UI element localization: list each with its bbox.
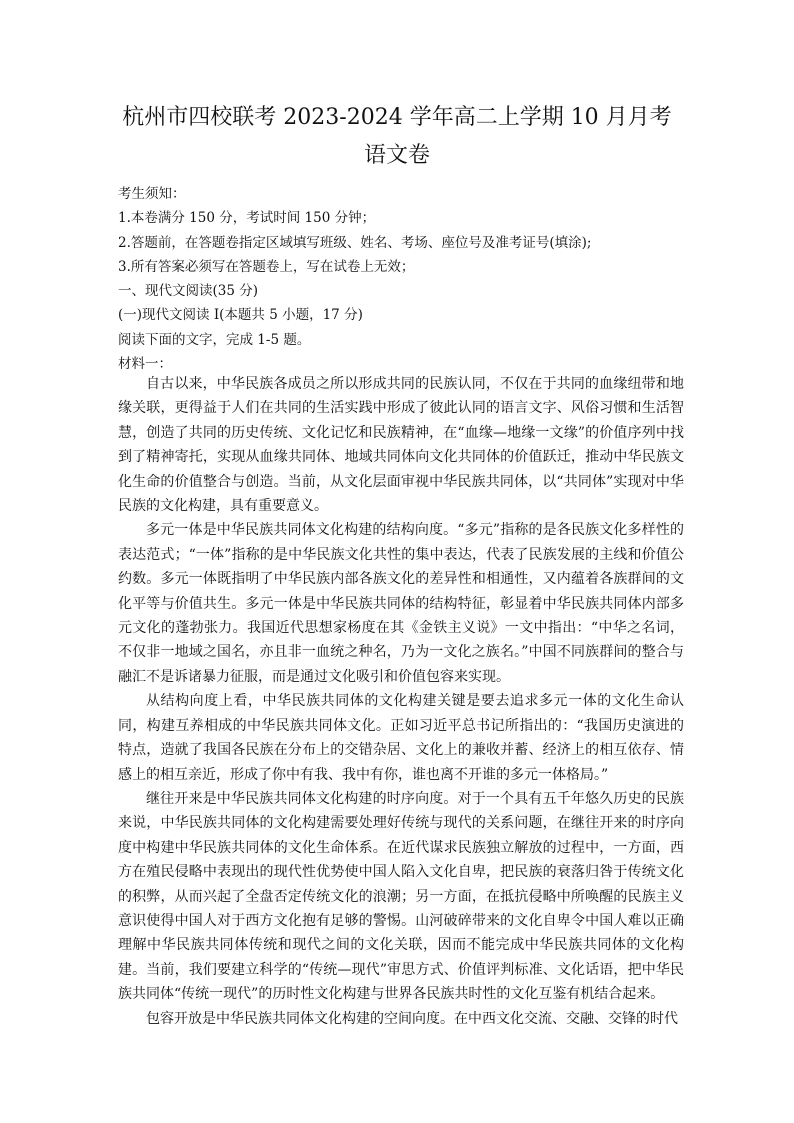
- notes-item-1: 1.本卷满分 150 分，考试时间 150 分钟；: [118, 210, 376, 227]
- passage-paragraph-5: 包容开放是中华民族共同体文化构建的空间向度。在中西文化交流、交融、交锋的时代: [146, 1010, 678, 1027]
- section-heading: 一、现代文阅读(35 分): [118, 283, 259, 300]
- passage-paragraph-4: 继往开来是中华民族共同体文化构建的时序向度。对于一个具有五千年悠久历史的民族来说，中华民族共同体的文化构建需要处理好传统与现代的关系问题，在继往开来的时序向度中构建中华民族共同体的文化生命体系。在近代谋求民族独立解放的过程中，一方面，西方在殖民侵略中表现出的现代性优势使中国人陷入文化自卑，把民族的衰落归咎于传统文化的积弊，从而兴起了全盘否定传统文化的浪潮；另一方面，在抵抗侵略中所唤醒的民族主义意识使得中国人对于西方文化抱有足够的警惕。山河破碎带来的文化自卑令中国人难以正确理解中华民族共同体传统和现代之间的文化关联，因而不能完成中华民族共同体的文化构建。当前，我们要建立科学的“传统—现代”审思方式、价值评判标准、文化话语，把中华民族共同体“传统一现代”的历时性文化构建与世界各民族共时性的文化互鉴有机结合起来。: [118, 790, 684, 1003]
- passage-paragraph-3: 从结构向度上看，中华民族共同体的文化构建关键是要去追求多元一体的文化生命认同，构建互养相成的中华民族共同体文化。正如习近平总书记所指出的：“我国历史演进的特点，造就了我国各民族在分布上的交错杂居、文化上的兼收并蓄、经济上的相互依存、情感上的相互亲近，形成了你中有我、我中有你，谁也离不开谁的多元一体格局。”: [118, 693, 684, 783]
- notes-item-2: 2.答题前，在答题卷指定区域填写班级、姓名、考场、座位号及准考证号(填涂);: [118, 234, 592, 251]
- exam-subtitle: 语文卷: [363, 143, 430, 168]
- reading-passage: [118, 372, 684, 1031]
- reading-instruction: 阅读下面的文字，完成 1-5 题。: [118, 331, 311, 348]
- exam-title: 杭州市四校联考 2023-2024 学年高二上学期 10 月月考: [122, 105, 672, 130]
- passage-paragraph-2: 多元一体是中华民族共同体文化构建的结构向度。“多元”指称的是各民族文化多样性的表达范式；“一体”指称的是中华民族文化共性的集中表达，代表了民族发展的主线和价值公约数。多元一体既指明了中华民族内部各族文化的差异性和相通性，又内蕴着各族群间的文化平等与价值共生。多元一体是中华民族共同体的结构特征，彰显着中华民族共同体内部多元文化的蓬勃张力。我国近代思想家杨度在其《金铁主义说》一文中指出：“中华之名词，不仅非一地域之国名，亦且非一血统之种名，乃为一文化之族名。”中国不同族群间的整合与融汇不是诉诸暴力征服，而是通过文化吸引和价值包容来实现。: [118, 522, 684, 685]
- subsection-heading: (一)现代文阅读 I(本题共 5 小题，17 分): [118, 307, 363, 324]
- notes-heading: 考生须知：: [118, 186, 186, 202]
- material-label: 材料一：: [118, 356, 172, 373]
- passage-paragraph-1: 自古以来，中华民族各成员之所以形成共同的民族认同，不仅在于共同的血缘纽带和地缘关联，更得益于人们在共同的生活实践中形成了彼此认同的语言文字、风俗习惯和生活智慧，创造了共同的历史传统、文化记忆和民族精神，在“血缘—地缘一文缘”的价值序列中找到了精神寄托，实现从血缘共同体、地域共同体向文化共同体的价值跃迁，推动中华民族文化生命的价值整合与创造。当前，从文化层面审视中华民族共同体，以“共同体”实现对中华民族的文化构建，具有重要意义。: [118, 376, 684, 515]
- exam-instructions: [118, 182, 688, 376]
- notes-item-3: 3.所有答案必须写在答题卷上，写在试卷上无效；: [118, 258, 415, 275]
